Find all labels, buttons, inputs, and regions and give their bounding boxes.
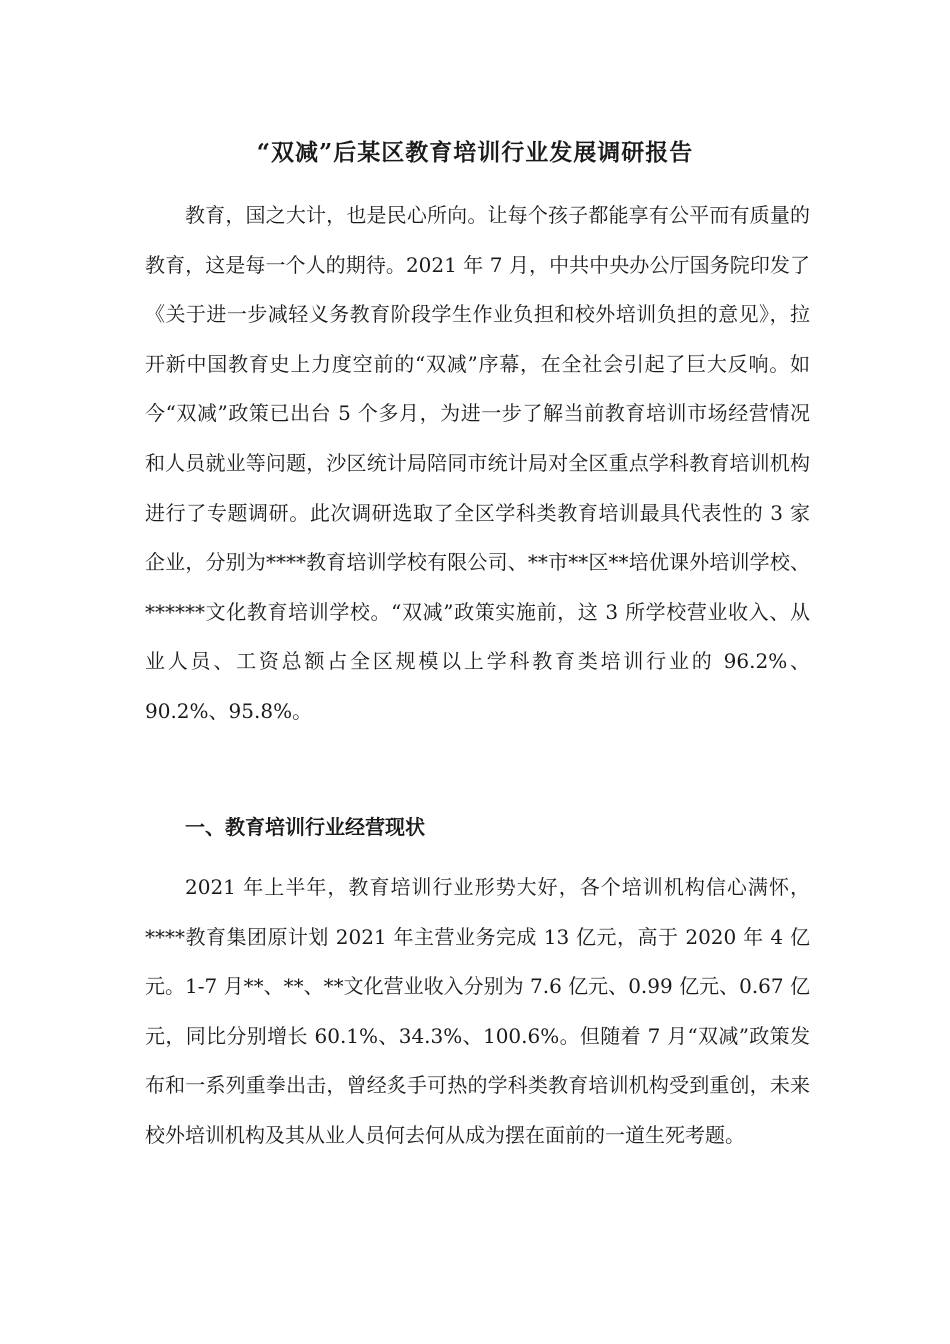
section-paragraph: 2021 年上半年，教育培训行业形势大好，各个培训机构信心满怀，****教育集团原计划 2021 年主营业务完成 13 亿元，高于 2020 年 4 亿元。1-7 月**、**、**文化营业收入分别为 7.6 亿元、0.99 亿元、0.67 亿元，同比分别增长 60.1%、34.3%、100.6%。但随着 7 月“双减”政策发布和一系列重拳出击，曾经炙手可热的学科类教育培训机构受到重创，未来校外培训机构及其从业人员何去何从成为摆在面前的一道生死考题。 <box>145 875 810 1147</box>
document-title: “双减”后某区教育培训行业发展调研报告 <box>256 139 694 166</box>
section-heading: 一、教育培训行业经营现状 <box>185 815 425 839</box>
intro-paragraph: 教育，国之大计，也是民心所向。让每个孩子都能享有公平而有质量的教育，这是每一个人的期待。2021 年 7 月，中共中央办公厅国务院印发了《关于进一步减轻义务教育阶段学生作业负担和校外培训负担的意见》，拉开新中国教育史上力度空前的“双减”序幕，在全社会引起了巨大反响。如今“双减”政策已出台 5 个多月，为进一步了解当前教育培训市场经营情况和人员就业等问题，沙区统计局陪同市统计局对全区重点学科教育培训机构进行了专题调研。此次调研选取了全区学科类教育培训最具代表性的 3 家企业，分别为****教育培训学校有限公司、**市**区**培优课外培训学校、******文化教育培训学校。“双减”政策实施前，这 3 所学校营业收入、从业人员、工资总额占全区规模以上学科教育类培训行业的 96.2%、90.2%、95.8%。 <box>145 203 810 723</box>
